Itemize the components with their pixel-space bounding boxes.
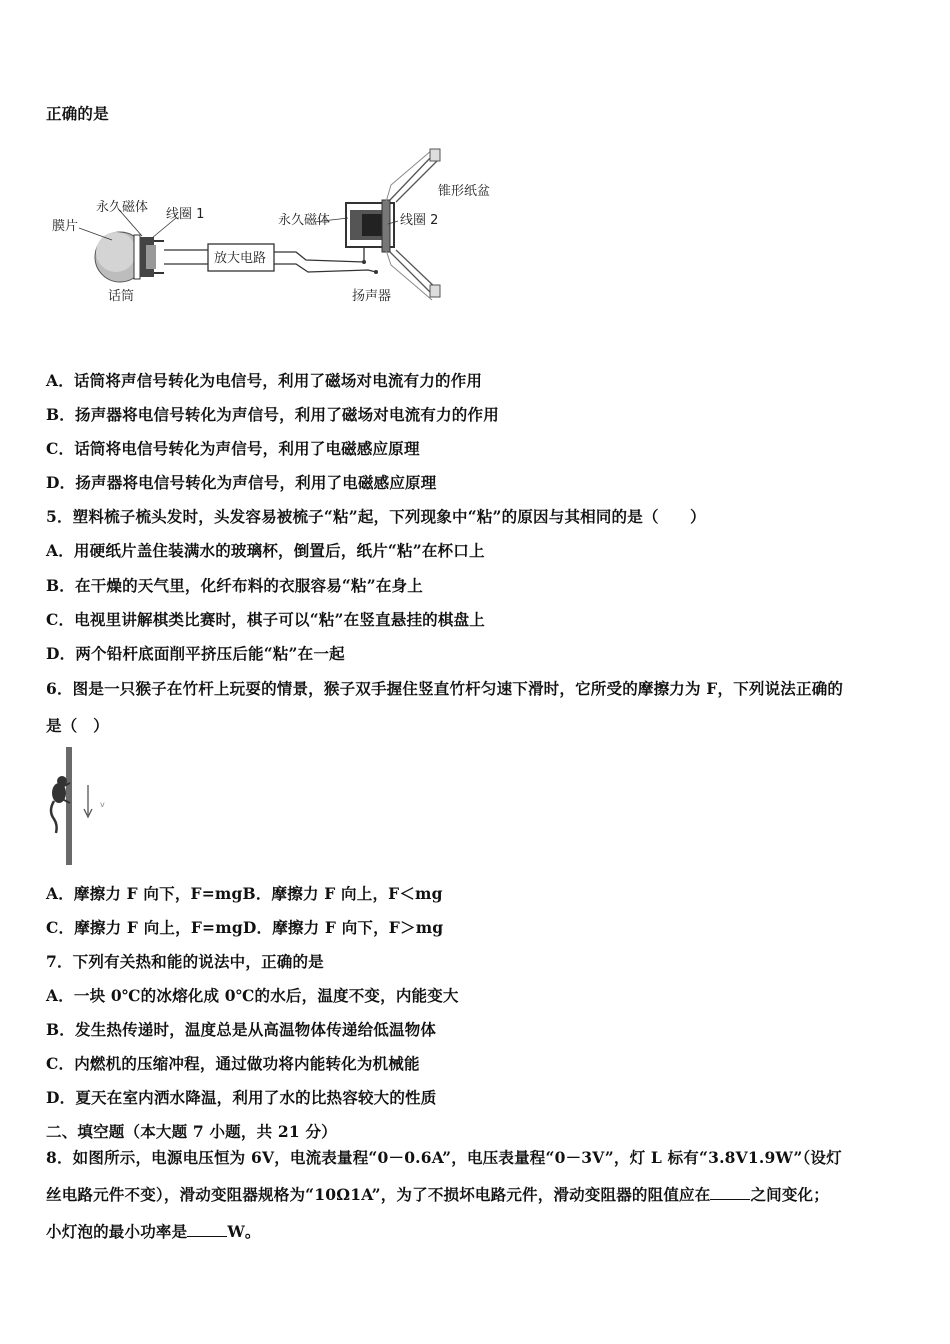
q6-option-ab: A．摩擦力 F 向下，F=mgB．摩擦力 F 向上，F＜mg [46, 884, 443, 903]
q7-option-d: D．夏天在室内洒水降温，利用了水的比热容较大的性质 [46, 1088, 437, 1107]
q8-blank-2[interactable] [187, 1224, 227, 1237]
q7-stem: 7．下列有关热和能的说法中，正确的是 [46, 952, 324, 971]
cone-label: 锥形纸盆 [438, 184, 491, 199]
q8-blank-1[interactable] [710, 1187, 750, 1200]
q6-stem-line1: 6．图是一只猴子在竹杆上玩耍的情景，猴子双手握住竖直竹杆匀速下滑时，它所受的摩擦力为 F，下列说法正确的 [46, 679, 844, 698]
coil2-label: 线圈 2 [400, 213, 439, 228]
q4-option-d: D．扬声器将电信号转化为声信号，利用了电磁感应原理 [46, 473, 437, 492]
q6-option-cd: C．摩擦力 F 向上，F=mgD．摩擦力 F 向下，F＞mg [46, 918, 444, 937]
intro-text: 正确的是 [46, 104, 109, 123]
q8-line3 [46, 1220, 261, 1242]
microphone-speaker-diagram [46, 140, 506, 310]
q4-option-c: C．话筒将电信号转化为声信号，利用了电磁感应原理 [46, 439, 420, 458]
q5-stem: 5．塑料梳子梳头发时，头发容易被梳子“粘”起，下列现象中“粘”的原因与其相同的是（ ） [46, 507, 706, 526]
monkey-pole-figure [44, 745, 124, 870]
q7-option-b: B．发生热传递时，温度总是从高温物体传递给低温物体 [46, 1020, 437, 1039]
magnet-left-label: 永久磁体 [96, 200, 149, 215]
microphone-label: 话筒 [108, 289, 135, 304]
q4-option-b: B．扬声器将电信号转化为声信号，利用了磁场对电流有力的作用 [46, 405, 499, 424]
amplifier-label: 放大电路 [214, 251, 267, 266]
q8-line2-text-a: 丝电路元件不变），滑动变阻器规格为“10Ω1A”，为了不损坏电路元件，滑动变阻器的阻值应在 [46, 1185, 711, 1204]
q8-line1: 8．如图所示，电源电压恒为 6V，电流表量程“0－0.6A”，电压表量程“0－3V”，灯 L 标有“3.8V1.9W”（设灯 [46, 1148, 842, 1167]
velocity-label: v [100, 800, 105, 809]
diaphragm-label: 膜片 [52, 219, 79, 234]
q7-option-a: A．一块 0℃的冰熔化成 0℃的水后，温度不变，内能变大 [46, 986, 459, 1005]
q8-line3-text-b: W。 [227, 1222, 261, 1241]
bamboo-pole [66, 747, 72, 865]
q6-stem-line2: 是（ ） [46, 716, 109, 735]
q5-option-d: D．两个铅杆底面削平挤压后能“粘”在一起 [46, 644, 345, 663]
section-2-heading: 二、填空题（本大题 7 小题，共 21 分） [46, 1122, 337, 1141]
q5-option-c: C．电视里讲解棋类比赛时，棋子可以“粘”在竖直悬挂的棋盘上 [46, 610, 485, 629]
coil1-label: 线圈 1 [166, 207, 205, 222]
diaphragm-icon [134, 235, 140, 279]
q8-line3-text-a: 小灯泡的最小功率是 [46, 1222, 188, 1241]
speaker-label: 扬声器 [352, 289, 392, 304]
q5-option-a: A．用硬纸片盖住装满水的玻璃杯，倒置后，纸片“粘”在杯口上 [46, 541, 485, 560]
q8-line2-text-b: 之间变化； [750, 1185, 829, 1204]
q7-option-c: C．内燃机的压缩冲程，通过做功将内能转化为机械能 [46, 1054, 420, 1073]
magnet-right-label: 永久磁体 [278, 213, 331, 228]
q5-option-b: B．在干燥的天气里，化纤布料的衣服容易“粘”在身上 [46, 576, 423, 595]
q8-line2 [46, 1183, 829, 1205]
q4-option-a: A．话筒将声信号转化为电信号，利用了磁场对电流有力的作用 [46, 371, 483, 390]
